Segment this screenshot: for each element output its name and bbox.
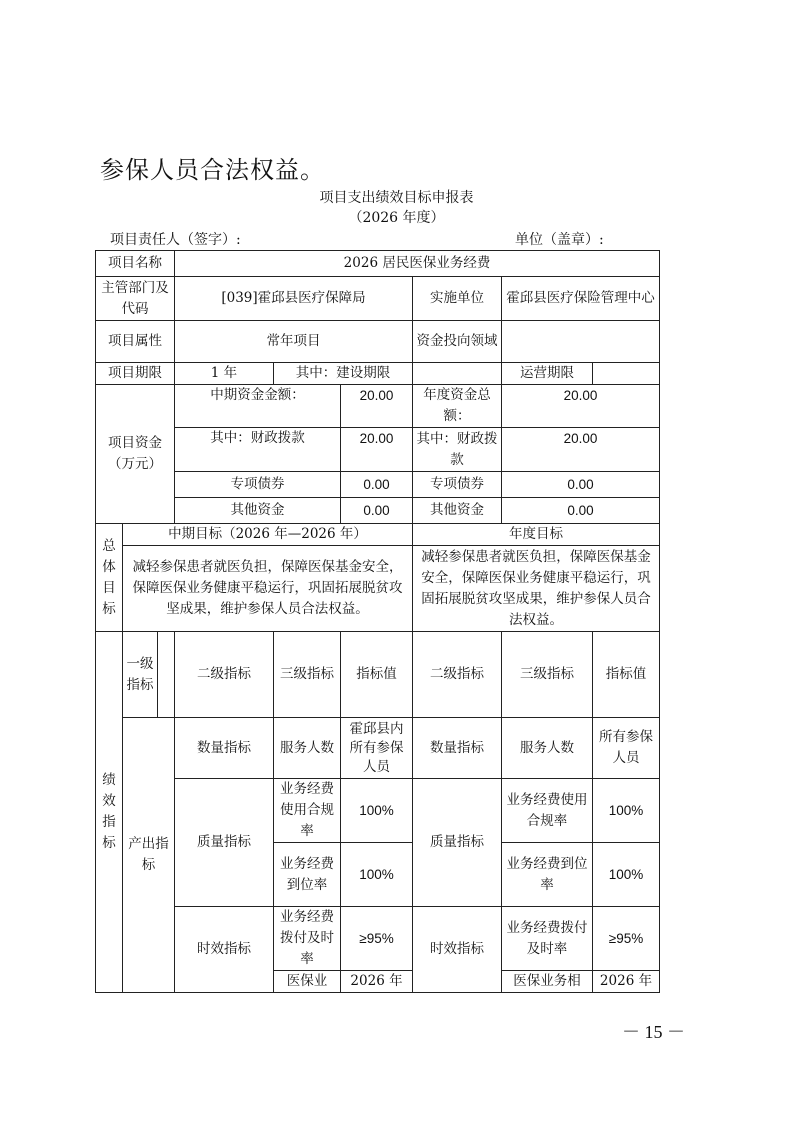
form-year: （2026 年度）: [348, 210, 445, 226]
bond-annual-value: 0.00: [502, 472, 660, 498]
other-annual-label: 其他资金: [413, 498, 502, 524]
term-label: 项目期限: [96, 363, 175, 385]
responsible-signature-label: 项目责任人（签字）:: [110, 232, 241, 248]
impl-value: 霍邱县医疗保险管理中心: [502, 277, 660, 321]
midterm-funds-value: 20.00: [341, 385, 413, 428]
midterm-funds-label: 中期资金金额：: [175, 385, 341, 428]
bond-mid-value: 0.00: [341, 472, 413, 498]
level3-header-annual: 三级指标: [502, 632, 593, 718]
mid-goal-header: 中期目标（2026 年—2026 年）: [123, 524, 413, 546]
time1-mid-level3: 业务经费拨付及时率: [274, 907, 341, 971]
table-row: [96, 907, 660, 971]
annual-goal-text: 减轻参保患者就医负担，保障医保基金安全，保障医保业务健康平稳运行，巩固拓展脱贫攻坚成果，维护参保人员合法权益。: [413, 546, 660, 632]
quality2-mid-value: 100%: [341, 843, 413, 907]
project-name-value: 2026 居民医保业务经费: [175, 251, 660, 277]
level2-header: 二级指标: [175, 632, 274, 718]
performance-indicators-label: 绩效指标: [96, 632, 123, 993]
quality2-annual-level3: 业务经费到位率: [502, 843, 593, 907]
annual-goal-header: 年度目标: [413, 524, 660, 546]
time2-annual-value: 2026 年: [593, 971, 660, 993]
other-mid-value: 0.00: [341, 498, 413, 524]
bond-mid-label: 专项债券: [175, 472, 341, 498]
attr-label: 项目属性: [96, 321, 175, 363]
dept-value: [039]霍邱县医疗保障局: [175, 277, 413, 321]
level3-header: 三级指标: [274, 632, 341, 718]
annual-funds-label: 年度资金总额：: [413, 385, 502, 428]
table-row: [96, 632, 660, 718]
table-row: [96, 385, 660, 428]
fiscal-annual-value: 20.00: [502, 428, 660, 472]
time1-annual-level3: 业务经费拨付及时率: [502, 907, 593, 971]
form-title: 项目支出绩效目标申报表: [319, 190, 474, 206]
table-row: [96, 472, 660, 498]
quantity-label-annual: 数量指标: [413, 718, 502, 779]
quantity-label: 数量指标: [175, 718, 274, 779]
time2-mid-level3: 医保业: [274, 971, 341, 993]
quality-label-annual: 质量指标: [413, 779, 502, 907]
time2-mid-value: 2026 年: [341, 971, 413, 993]
level2-header-annual: 二级指标: [413, 632, 502, 718]
other-mid-label: 其他资金: [175, 498, 341, 524]
mid-goal-text: 减轻参保患者就医负担，保障医保基金安全，保障医保业务健康平稳运行，巩固拓展脱贫攻坚成果，维护参保人员合法权益。: [123, 546, 413, 632]
annual-funds-value: 20.00: [502, 385, 660, 428]
table-row: [96, 251, 660, 277]
fiscal-annual-label: 其中：财政拨款: [413, 428, 502, 472]
table-row: [96, 779, 660, 843]
timeliness-label: 时效指标: [175, 907, 274, 993]
bond-annual-label: 专项债券: [413, 472, 502, 498]
operation-value: [593, 363, 660, 385]
invest-value: [502, 321, 660, 363]
impl-label: 实施单位: [413, 277, 502, 321]
timeliness-label-annual: 时效指标: [413, 907, 502, 993]
table-row: [96, 546, 660, 632]
quality1-mid-level3: 业务经费使用合规率: [274, 779, 341, 843]
table-row: [96, 718, 660, 779]
table-row: [96, 498, 660, 524]
fiscal-mid-value: 20.00: [341, 428, 413, 472]
term-value: 1 年: [175, 363, 274, 385]
lead-text: 参保人员合法权益。: [100, 156, 325, 184]
table-row: [96, 524, 660, 546]
table-row: [96, 321, 660, 363]
level1-header: 一级指标: [123, 632, 158, 718]
project-name-label: 项目名称: [96, 251, 175, 277]
quantity-annual-value: 所有参保人员: [593, 718, 660, 779]
page-number: － 15 －: [622, 1022, 685, 1042]
time1-annual-value: ≥95%: [593, 907, 660, 971]
quality2-mid-level3: 业务经费到位率: [274, 843, 341, 907]
time1-mid-value: ≥95%: [341, 907, 413, 971]
quality1-mid-value: 100%: [341, 779, 413, 843]
quantity-annual-level3: 服务人数: [502, 718, 593, 779]
quality-label: 质量指标: [175, 779, 274, 907]
table-row: [96, 277, 660, 321]
unit-seal-label: 单位（盖章）:: [515, 232, 604, 248]
table-row: [96, 428, 660, 472]
table-row: [96, 363, 660, 385]
performance-goal-table: [95, 250, 660, 993]
operation-label: 运营期限: [502, 363, 593, 385]
dept-label: 主管部门及代码: [96, 277, 175, 321]
construction-label: 其中：建设期限: [274, 363, 413, 385]
funds-label: 项目资金（万元）: [96, 385, 175, 524]
time2-annual-level3: 医保业务相: [502, 971, 593, 993]
quality1-annual-level3: 业务经费使用合规率: [502, 779, 593, 843]
value-header-annual: 指标值: [593, 632, 660, 718]
quantity-mid-level3: 服务人数: [274, 718, 341, 779]
quantity-mid-value: 霍邱县内所有参保人员: [341, 718, 413, 779]
quality2-annual-value: 100%: [593, 843, 660, 907]
construction-value: [413, 363, 502, 385]
value-header: 指标值: [341, 632, 413, 718]
output-indicators-label: 产出指标: [123, 718, 175, 993]
overall-goal-label: 总体目标: [96, 524, 123, 632]
invest-label: 资金投向领域: [413, 321, 502, 363]
fiscal-mid-label: 其中：财政拨款: [175, 428, 341, 472]
attr-value: 常年项目: [175, 321, 413, 363]
quality1-annual-value: 100%: [593, 779, 660, 843]
other-annual-value: 0.00: [502, 498, 660, 524]
